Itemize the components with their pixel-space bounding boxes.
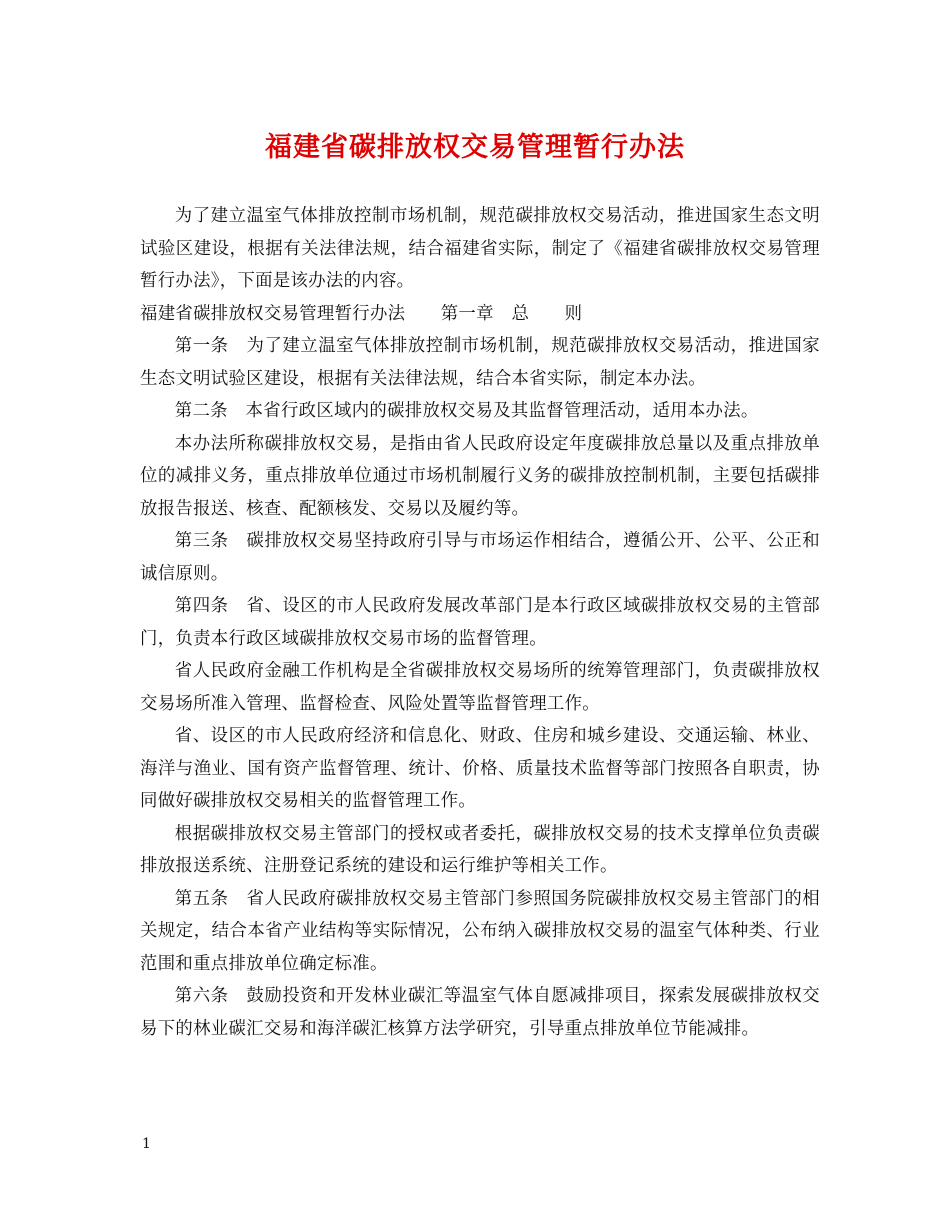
body-paragraph: 第一条 为了建立温室气体排放控制市场机制，规范碳排放权交易活动，推进国家生态文明试验区建设，根据有关法律法规，结合本省实际，制定本办法。 [140,336,820,389]
body-paragraph: 第六条 鼓励投资和开发林业碳汇等温室气体自愿减排项目，探索发展碳排放权交易下的林业碳汇交易和海洋碳汇核算方法学研究，引导重点排放单位节能减排。 [140,986,820,1039]
page-number: 1 [142,1136,151,1152]
body-paragraph: 省人民政府金融工作机构是全省碳排放权交易场所的统筹管理部门，负责碳排放权交易场所准入管理、监督检查、风险处置等监督管理工作。 [140,661,820,714]
body-paragraph: 第三条 碳排放权交易坚持政府引导与市场运作相结合，遵循公开、公平、公正和诚信原则。 [140,531,820,584]
body-paragraph: 福建省碳排放权交易管理暂行办法 第一章 总 则 [140,303,583,324]
document-title: 福建省碳排放权交易管理暂行办法 [265,132,685,163]
body-paragraph: 本办法所称碳排放权交易，是指由省人民政府设定年度碳排放总量以及重点排放单位的减排义务，重点排放单位通过市场机制履行义务的碳排放控制机制，主要包括碳排放报告报送、核查、配额核发、交易以及履约等。 [140,433,820,519]
body-paragraph: 为了建立温室气体排放控制市场机制，规范碳排放权交易活动，推进国家生态文明试验区建设，根据有关法律法规，结合福建省实际，制定了《福建省碳排放权交易管理暂行办法》，下面是该办法的内容。 [140,206,820,291]
body-paragraph: 第五条 省人民政府碳排放权交易主管部门参照国务院碳排放权交易主管部门的相关规定，结合本省产业结构等实际情况，公布纳入碳排放权交易的温室气体种类、行业范围和重点排放单位确定标准。 [140,888,820,974]
body-paragraph: 第四条 省、设区的市人民政府发展改革部门是本行政区域碳排放权交易的主管部门，负责本行政区域碳排放权交易市场的监督管理。 [140,596,820,649]
body-paragraph: 第二条 本省行政区域内的碳排放权交易及其监督管理活动，适用本办法。 [174,401,759,421]
document-body [140,200,820,1045]
body-paragraph: 根据碳排放权交易主管部门的授权或者委托，碳排放权交易的技术支撑单位负责碳排放报送系统、注册登记系统的建设和运行维护等相关工作。 [140,823,820,876]
body-paragraph: 省、设区的市人民政府经济和信息化、财政、住房和城乡建设、交通运输、林业、海洋与渔业、国有资产监督管理、统计、价格、质量技术监督等部门按照各自职责，协同做好碳排放权交易相关的监督管理工作。 [140,726,820,811]
